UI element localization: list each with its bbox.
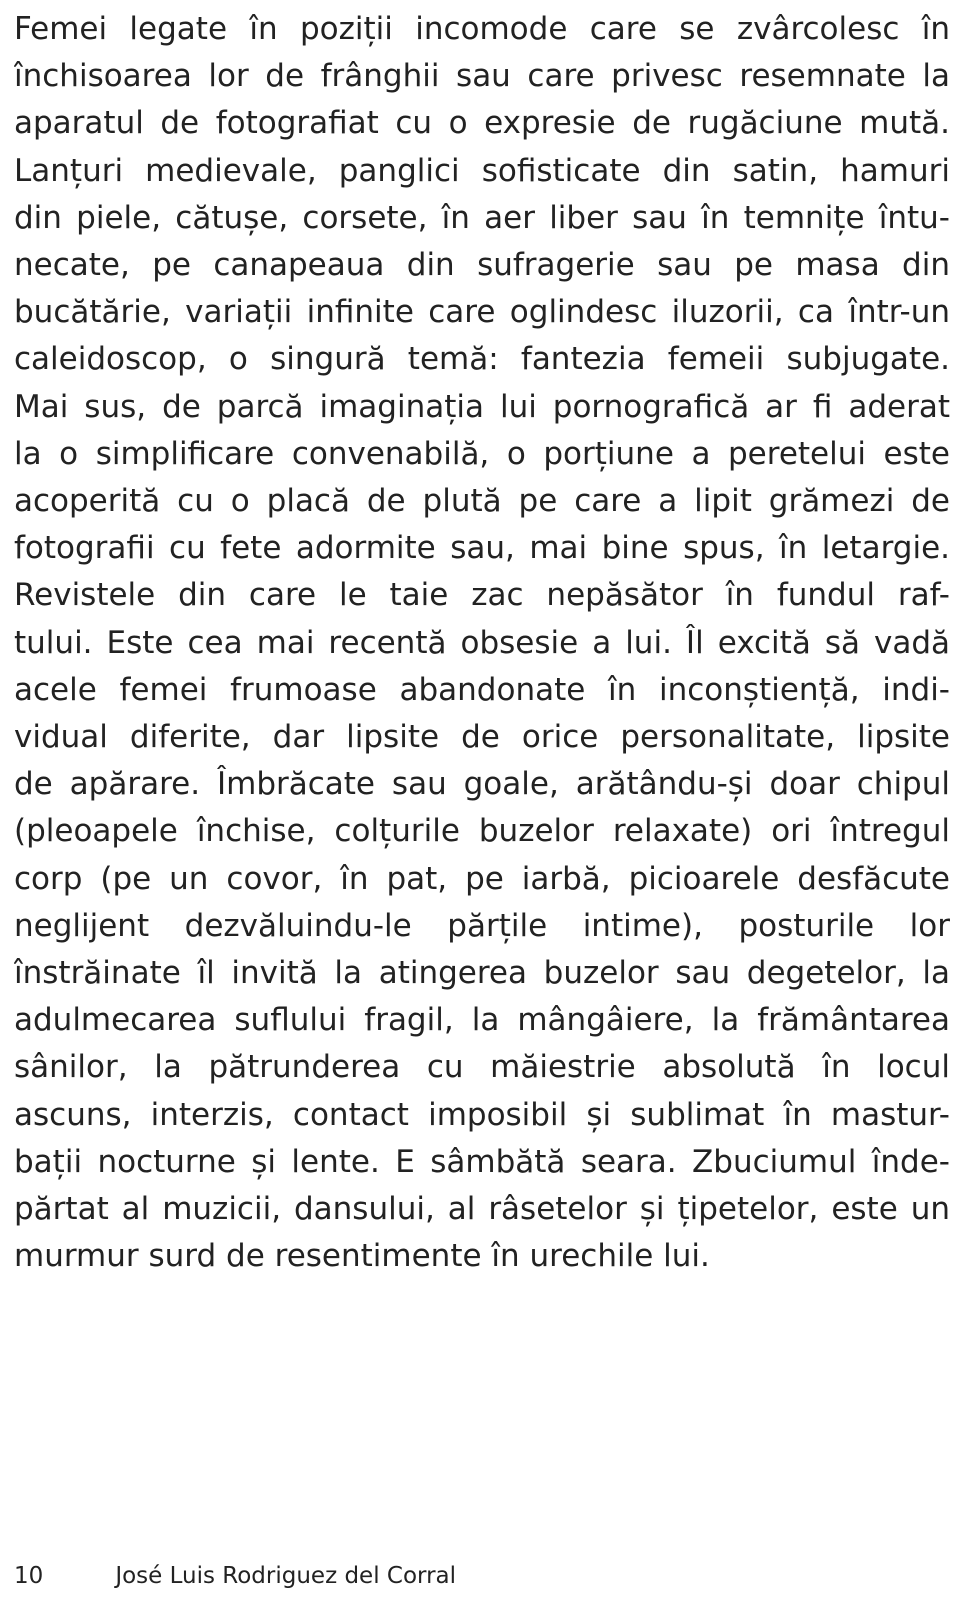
text-line: necate, pe canapeaua din sufragerie sau pe masa din <box>14 247 950 284</box>
text-line: aparatul de fotografiat cu o expresie de rugăciune mută. <box>14 105 950 142</box>
text-line: adulmecarea suflului fragil, la mângâiere, la frământarea <box>14 1002 950 1039</box>
text-line: acoperită cu o placă de plută pe care a lipit grămezi de <box>14 483 950 520</box>
text-line: (pleoapele închise, colțurile buzelor relaxate) ori întregul <box>14 813 950 850</box>
text-line: Revistele din care le taie zac nepăsător în fundul raf- <box>14 577 950 614</box>
text-line: de apărare. Îmbrăcate sau goale, arătându-și doar chipul <box>14 766 950 803</box>
page-number: 10 <box>14 1563 44 1589</box>
text-line: bucătărie, variații infinite care oglindesc iluzorii, ca într-un <box>14 294 950 331</box>
page-footer <box>14 1563 456 1589</box>
text-line: acele femei frumoase abandonate în inconștiență, indi- <box>14 671 950 708</box>
text-line: corp (pe un covor, în pat, pe iarbă, picioarele desfăcute <box>14 860 950 897</box>
text-line: sânilor, la pătrunderea cu măiestrie absolută în locul <box>14 1049 950 1086</box>
text-line: Mai sus, de parcă imaginația lui pornografică ar fi aderat <box>14 388 950 425</box>
text-line: Lanțuri medievale, panglici sofisticate din satin, hamuri <box>14 152 950 189</box>
text-line: tului. Este cea mai recentă obsesie a lui. Îl excită să vadă <box>14 624 950 661</box>
text-line: caleidoscop, o singură temă: fantezia femeii subjugate. <box>14 341 950 378</box>
text-line: înstrăinate îl invită la atingerea buzelor sau degetelor, la <box>14 955 950 992</box>
text-line: murmur surd de resentimente în urechile lui. <box>14 1238 710 1275</box>
text-line: la o simplificare convenabilă, o porțiune a peretelui este <box>14 435 950 472</box>
text-line: vidual diferite, dar lipsite de orice personalitate, lipsite <box>14 719 950 756</box>
text-line: neglijent dezvăluindu-le părțile intime), posturile lor <box>14 907 950 944</box>
body-paragraph <box>14 6 950 1280</box>
text-line: bații nocturne și lente. E sâmbătă seara. Zbuciumul înde- <box>14 1143 950 1180</box>
text-line: fotografii cu fete adormite sau, mai bine spus, în letargie. <box>14 530 950 567</box>
text-line: din piele, cătușe, corsete, în aer liber sau în temnițe întu- <box>14 199 950 236</box>
text-line: Femei legate în poziții incomode care se zvârcolesc în <box>14 11 950 47</box>
text-line: ascuns, interzis, contact imposibil și sublimat în mastur- <box>14 1096 950 1133</box>
text-line: închisoarea lor de frânghii sau care privesc resemnate la <box>14 58 950 95</box>
text-line: părtat al muzicii, dansului, al râsetelor și țipetelor, este un <box>14 1191 950 1228</box>
author-name: José Luis Rodriguez del Corral <box>115 1563 457 1589</box>
